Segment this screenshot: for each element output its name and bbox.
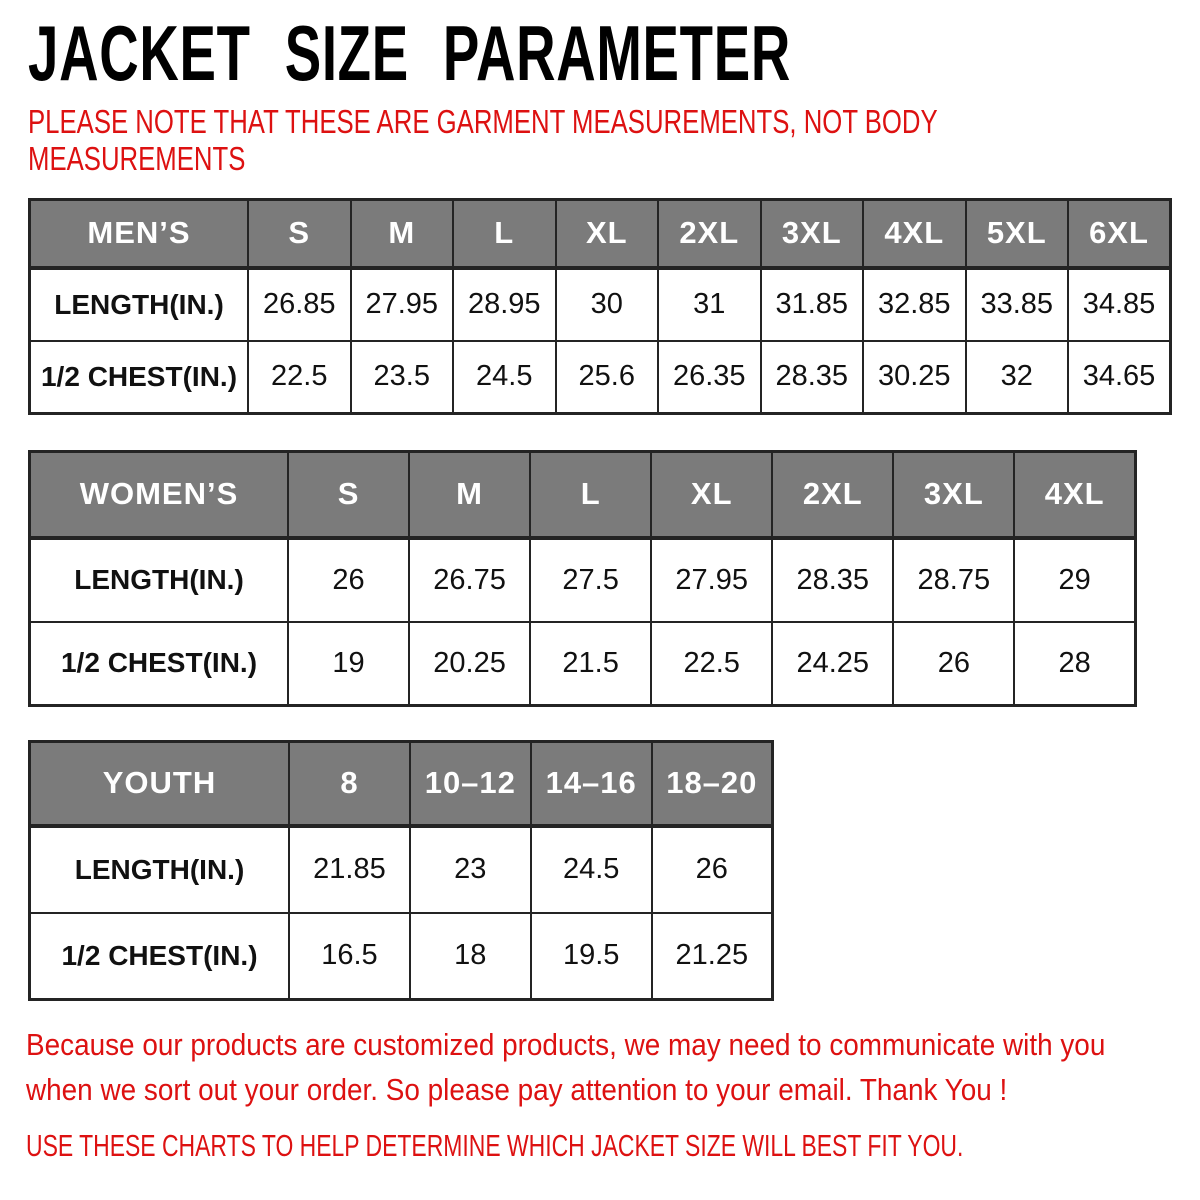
youth-value-14-16-length: 24.5 <box>531 826 652 913</box>
mens-size-header-l: L <box>453 200 556 268</box>
youth-table-title: YOUTH <box>30 742 290 826</box>
mens-value-m-half-chest: 23.5 <box>351 341 454 414</box>
womens-size-header-m: M <box>409 452 530 538</box>
mens-size-header-3xl: 3XL <box>761 200 864 268</box>
mens-value-s-length: 26.85 <box>248 268 351 341</box>
womens-value-xl-half-chest: 22.5 <box>651 622 772 706</box>
womens-value-4xl-length: 29 <box>1014 538 1135 622</box>
womens-size-header-xl: XL <box>651 452 772 538</box>
mens-value-6xl-half-chest: 34.65 <box>1068 341 1171 414</box>
mens-size-header-s: S <box>248 200 351 268</box>
youth-size-header-8: 8 <box>289 742 410 826</box>
youth-value-10-12-length: 23 <box>410 826 531 913</box>
mens-value-4xl-length: 32.85 <box>863 268 966 341</box>
womens-value-s-length: 26 <box>288 538 409 622</box>
youth-value-8-half-chest: 16.5 <box>289 913 410 1000</box>
womens-size-header-l: L <box>530 452 651 538</box>
mens-row-label-half-chest: 1/2 CHEST(IN.) <box>30 341 249 414</box>
mens-value-l-length: 28.95 <box>453 268 556 341</box>
mens-value-3xl-length: 31.85 <box>761 268 864 341</box>
mens-value-2xl-half-chest: 26.35 <box>658 341 761 414</box>
womens-size-header-s: S <box>288 452 409 538</box>
youth-size-table <box>28 740 774 1001</box>
customization-notice <box>26 1022 1105 1112</box>
womens-row-label-length: LENGTH(IN.) <box>30 538 289 622</box>
mens-size-header-4xl: 4XL <box>863 200 966 268</box>
womens-size-header-3xl: 3XL <box>893 452 1014 538</box>
youth-value-18-20-length: 26 <box>652 826 773 913</box>
youth-size-header-10-12: 10–12 <box>410 742 531 826</box>
womens-value-xl-length: 27.95 <box>651 538 772 622</box>
garment-measurement-note <box>28 103 938 177</box>
youth-row-label-length: LENGTH(IN.) <box>30 826 290 913</box>
garment-measurement-note-line1: PLEASE NOTE THAT THESE ARE GARMENT MEASUREMENTS, NOT BODY <box>28 103 938 140</box>
mens-value-3xl-half-chest: 28.35 <box>761 341 864 414</box>
youth-row-length <box>30 826 773 913</box>
mens-value-6xl-length: 34.85 <box>1068 268 1171 341</box>
womens-value-3xl-length: 28.75 <box>893 538 1014 622</box>
womens-size-header-2xl: 2XL <box>772 452 893 538</box>
womens-value-2xl-half-chest: 24.25 <box>772 622 893 706</box>
mens-value-s-half-chest: 22.5 <box>248 341 351 414</box>
mens-value-m-length: 27.95 <box>351 268 454 341</box>
womens-row-length <box>30 538 1136 622</box>
youth-row-label-half-chest: 1/2 CHEST(IN.) <box>30 913 290 1000</box>
womens-header-row <box>30 452 1136 538</box>
womens-value-2xl-length: 28.35 <box>772 538 893 622</box>
youth-size-header-14-16: 14–16 <box>531 742 652 826</box>
chart-usage-note: USE THESE CHARTS TO HELP DETERMINE WHICH JACKET SIZE WILL BEST FIT YOU. <box>26 1128 964 1163</box>
mens-value-4xl-half-chest: 30.25 <box>863 341 966 414</box>
womens-row-label-half-chest: 1/2 CHEST(IN.) <box>30 622 289 706</box>
youth-row-half-chest <box>30 913 773 1000</box>
womens-size-table <box>28 450 1137 707</box>
mens-value-5xl-length: 33.85 <box>966 268 1069 341</box>
mens-size-header-2xl: 2XL <box>658 200 761 268</box>
youth-value-18-20-half-chest: 21.25 <box>652 913 773 1000</box>
womens-table-title: WOMEN’S <box>30 452 289 538</box>
mens-row-half-chest <box>30 341 1171 414</box>
mens-value-xl-half-chest: 25.6 <box>556 341 659 414</box>
womens-value-3xl-half-chest: 26 <box>893 622 1014 706</box>
youth-value-10-12-half-chest: 18 <box>410 913 531 1000</box>
mens-size-header-m: M <box>351 200 454 268</box>
youth-header-row <box>30 742 773 826</box>
customization-notice-line2: when we sort out your order. So please pay attention to your email. Thank You ! <box>26 1072 1008 1107</box>
mens-value-l-half-chest: 24.5 <box>453 341 556 414</box>
womens-row-half-chest <box>30 622 1136 706</box>
garment-measurement-note-line2: MEASUREMENTS <box>28 140 246 177</box>
womens-value-m-half-chest: 20.25 <box>409 622 530 706</box>
womens-value-4xl-half-chest: 28 <box>1014 622 1135 706</box>
womens-value-m-length: 26.75 <box>409 538 530 622</box>
womens-value-s-half-chest: 19 <box>288 622 409 706</box>
mens-value-5xl-half-chest: 32 <box>966 341 1069 414</box>
customization-notice-line1: Because our products are customized products, we may need to communicate with you <box>26 1027 1106 1062</box>
youth-value-8-length: 21.85 <box>289 826 410 913</box>
mens-table-title: MEN’S <box>30 200 249 268</box>
mens-row-length <box>30 268 1171 341</box>
mens-row-label-length: LENGTH(IN.) <box>30 268 249 341</box>
mens-value-xl-length: 30 <box>556 268 659 341</box>
mens-value-2xl-length: 31 <box>658 268 761 341</box>
youth-size-header-18-20: 18–20 <box>652 742 773 826</box>
youth-value-14-16-half-chest: 19.5 <box>531 913 652 1000</box>
mens-size-header-6xl: 6XL <box>1068 200 1171 268</box>
mens-size-table <box>28 198 1172 415</box>
womens-size-header-4xl: 4XL <box>1014 452 1135 538</box>
page-title: JACKET SIZE PARAMETER <box>28 9 791 97</box>
womens-value-l-length: 27.5 <box>530 538 651 622</box>
mens-size-header-xl: XL <box>556 200 659 268</box>
mens-header-row <box>30 200 1171 268</box>
womens-value-l-half-chest: 21.5 <box>530 622 651 706</box>
mens-size-header-5xl: 5XL <box>966 200 1069 268</box>
